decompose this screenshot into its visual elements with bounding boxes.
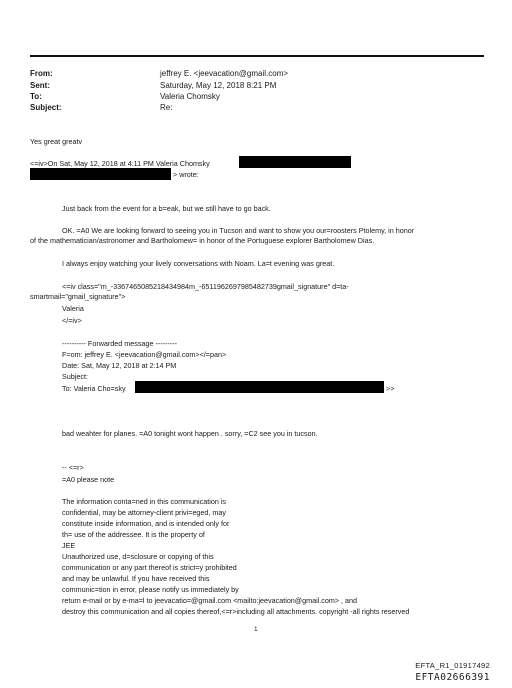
- paragraph: bad weahter for planes. =A0 tonight wont happen . sorry, =C2 see you in tucson.: [62, 429, 318, 438]
- quote-line: <=iv>On Sat, May 12, 2018 at 4:11 PM Valeria Chomsky: [30, 159, 210, 168]
- to-label: To:: [30, 92, 42, 101]
- subject-value: Re:: [160, 103, 173, 112]
- forwarded-to-end: >>: [386, 384, 395, 393]
- disclaimer-line: communic=tion in error, please notify us immediately by: [62, 585, 239, 594]
- disclaimer-line: JEE: [62, 541, 76, 550]
- forwarded-to: To: Valeria Cho=sky: [62, 384, 126, 393]
- forwarded-header: ---------- Forwarded message ---------: [62, 339, 177, 348]
- signature-name: Valeria: [62, 304, 84, 313]
- sent-label: Sent:: [30, 81, 50, 90]
- reply-text: Yes great greatv: [30, 137, 83, 146]
- signature-markup: smartmail="gmail_signature">: [30, 292, 126, 301]
- to-value: Valeria Chomsky: [160, 92, 220, 101]
- disclaimer-line: return e-mail or by e-ma=l to jeevacatio=@gmail.com <mailto:jeevacation@gmail.com> , and: [62, 596, 358, 605]
- disclaimer-line: communication or any part thereof is strict=y prohibited: [62, 563, 237, 572]
- separator: -- <=r>: [62, 463, 84, 472]
- bates-number-secondary: EFTA02666391: [415, 672, 490, 683]
- paragraph: I always enjoy watching your lively conversations with Noam. La=t evening was great.: [62, 259, 335, 268]
- subject-label: Subject:: [30, 103, 62, 112]
- disclaimer-line: constitute inside information, and is intended only for: [62, 519, 230, 528]
- page-number: 1: [254, 626, 258, 633]
- paragraph: OK. =A0 We are looking forward to seeing you in Tucson and want to show you our=roosters Ptolemy, in honor: [62, 226, 415, 235]
- disclaimer-line: Unauthorized use, d=sclosure or copying of this: [62, 552, 214, 561]
- disclaimer-line: and may be unlawful. If you have received this: [62, 574, 210, 583]
- paragraph: of the mathematician/astronomer and Bartholomew= in honor of the Portuguese explorer Bartholomew Dias.: [30, 236, 375, 245]
- from-value: jeffrey E. <jeevacation@gmail.com>: [160, 69, 289, 78]
- redaction-box: [30, 168, 171, 180]
- disclaimer-line: destroy this communication and all copies thereof,<=r>including all attachments. copyright -all rights reserved: [62, 607, 410, 616]
- bates-number-primary: EFTA_R1_01917492: [415, 661, 490, 670]
- forwarded-date: Date: Sat, May 12, 2018 at 2:14 PM: [62, 361, 177, 370]
- forwarded-subject: Subject:: [62, 372, 88, 381]
- disclaimer-line: confidential, may be attorney-client privi=eged, may: [62, 508, 226, 517]
- please-note: =A0 please note: [62, 475, 115, 484]
- redaction-box: [239, 156, 351, 168]
- forwarded-from: F=om: jeffrey E. <jeevacation@gmail.com></=pan>: [62, 350, 227, 359]
- sent-value: Saturday, May 12, 2018 8:21 PM: [160, 81, 277, 90]
- signature-markup: <=iv class="m_-3367465085218434984m_-6511962697985482739gmail_signature" d=ta-: [62, 282, 349, 291]
- quote-wrote: > wrote:: [173, 170, 199, 179]
- signature-close: </=iv>: [62, 316, 82, 325]
- redaction-box: [135, 381, 384, 393]
- disclaimer-line: th= use of the addressee. It is the property of: [62, 530, 205, 539]
- from-label: From:: [30, 69, 53, 78]
- disclaimer-line: The information conta=ned in this communication is: [62, 497, 226, 506]
- header-rule: [30, 55, 484, 57]
- paragraph: Just back from the event for a b=eak, but we still have to go back.: [62, 204, 271, 213]
